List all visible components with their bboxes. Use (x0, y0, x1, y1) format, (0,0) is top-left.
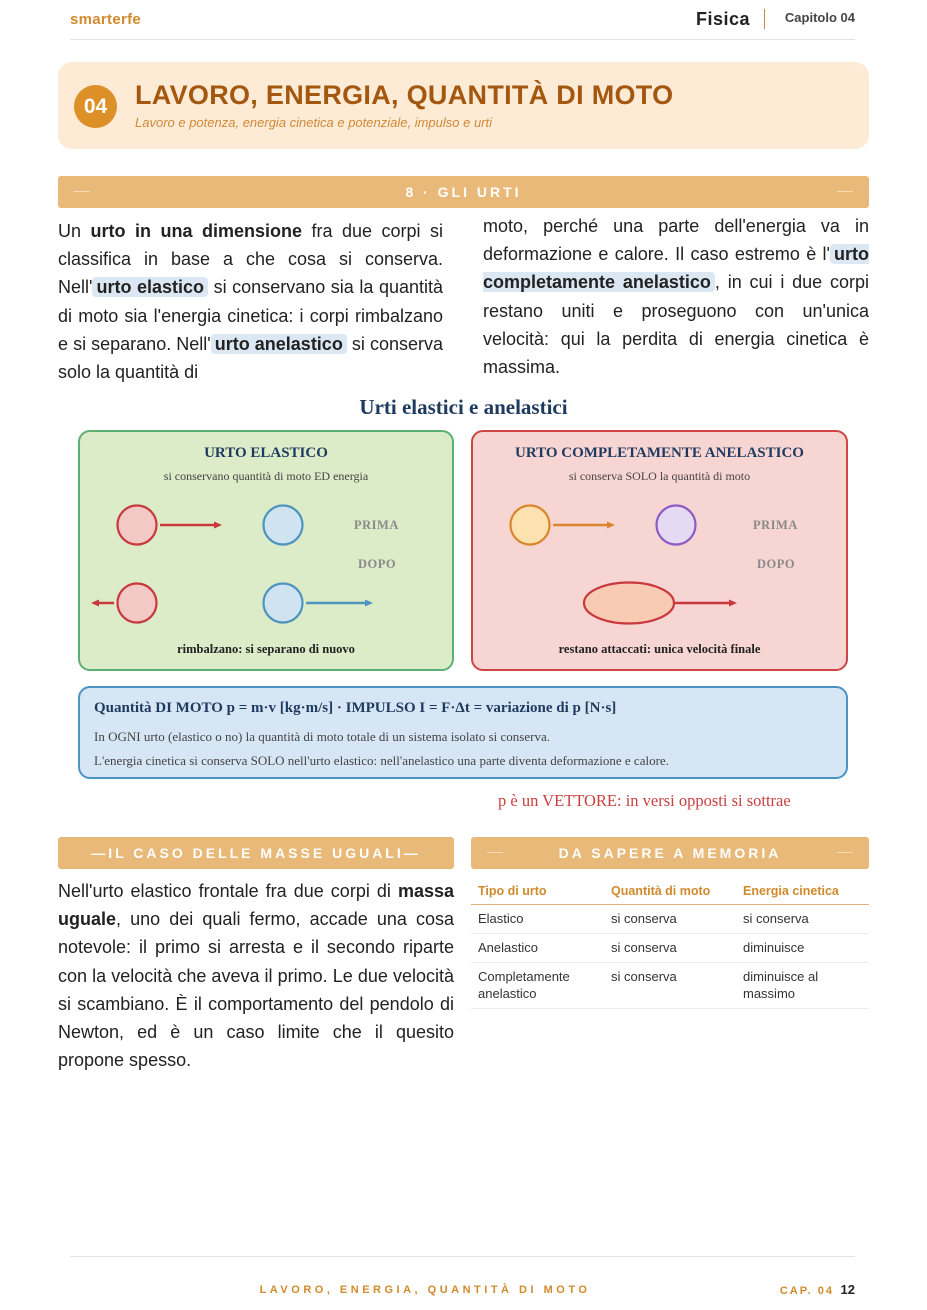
elastic-panel (78, 430, 454, 671)
text-span: , in cui i due corpi restano uniti e proseguono con un'unica velocità: qui la perdita di energia cinetica è massima. (483, 272, 869, 378)
bar-dash-right (837, 191, 853, 192)
arrow-head (729, 600, 737, 607)
dash-glyph: — (91, 845, 109, 861)
term-highlight: urto completamente anelastico (483, 244, 869, 293)
footer-divider (70, 1256, 855, 1257)
section-bar-equal-masses (58, 837, 454, 869)
term-highlight: urto elastico (92, 277, 208, 297)
arrow-head (91, 600, 99, 607)
info-line-2: L'energia cinetica si conserva SOLO nell'urto elastico: nell'anelastico una parte diventa deformazione e calore. (94, 753, 669, 768)
table-cell: si conserva (604, 905, 736, 934)
text-span: fra due corpi si classifica in base a che cosa si conserva. Nell' (58, 221, 443, 298)
before-label: PRIMA (753, 518, 798, 532)
table-cell: Anelastico (471, 934, 604, 963)
ball-b-before (657, 506, 696, 545)
term-highlight: urto anelastico (211, 334, 347, 354)
equal-masses-paragraph (58, 877, 454, 1074)
inelastic-caption: restano attaccati: unica velocità finale (558, 642, 761, 656)
column-header: Energia cinetica (736, 880, 869, 905)
memory-table (471, 880, 869, 1009)
arrow-head (214, 522, 222, 529)
page-header (70, 0, 855, 40)
after-label: DOPO (757, 557, 796, 571)
inelastic-panel-title: URTO COMPLETAMENTE ANELASTICO (515, 445, 804, 461)
table-cell: diminuisce al massimo (736, 963, 869, 1009)
bar-dash-left (487, 852, 503, 853)
table-cell: si conserva (604, 963, 736, 1009)
chapter-title: LAVORO, ENERGIA, QUANTITÀ DI MOTO (135, 80, 674, 110)
elastic-panel-subtitle: si conservano quantità di moto ED energia (163, 469, 369, 483)
text-span: si conserva solo la quantità di (58, 333, 443, 383)
elastic-panel-title: URTO ELASTICO (204, 445, 328, 461)
elastic-diagram (80, 432, 456, 673)
footer-chapter-label: CAP. 04 (779, 1285, 834, 1297)
term-bold: urto in una dimensione (90, 221, 302, 241)
table-cell: Completamente anelastico (471, 963, 604, 1009)
arrow-head (365, 600, 373, 607)
section-bar-urti (58, 176, 869, 208)
inelastic-diagram (473, 432, 850, 673)
ball-a-before (118, 506, 157, 545)
brand-name: smarterfe (70, 11, 142, 28)
column-header: Tipo di urto (471, 880, 604, 905)
before-label: PRIMA (354, 518, 399, 532)
ball-a-after (118, 584, 157, 623)
text-span: moto, perché una parte dell'energia va in deformazione e calore. Il caso estremo è l' (483, 216, 869, 265)
column-header: Quantità di moto (604, 880, 736, 905)
table-cell: Elastico (471, 905, 604, 934)
figure-title: Urti elastici e anelastici (359, 395, 568, 419)
chapter-label: Capitolo 04 (784, 10, 855, 25)
ball-a-before (511, 506, 550, 545)
text-span: si conservano sia la quantità di moto sia l'energia cinetica: i corpi rimbalzano e si separano. Nell' (58, 277, 443, 354)
footer-chapter-title: LAVORO, ENERGIA, QUANTITÀ DI MOTO (259, 1284, 591, 1296)
text-span: Un (58, 221, 91, 241)
vector-note: p è un VETTORE: in versi opposti si sottrae (498, 791, 791, 810)
dash-glyph: — (403, 845, 421, 861)
table-row (471, 934, 869, 963)
bar-dash-left (74, 191, 90, 192)
arrow-head (607, 522, 615, 529)
subject-name: Fisica (695, 9, 750, 29)
table-cell: si conserva (736, 905, 869, 934)
chapter-subtitle: Lavoro e potenza, energia cinetica e potenziale, impulso e urti (135, 115, 492, 130)
intro-paragraph-right (483, 212, 869, 381)
merged-body-after (584, 583, 674, 624)
page-number: 12 (840, 1282, 855, 1297)
header-separator (764, 9, 765, 29)
info-line-1: In OGNI urto (elastico o no) la quantità di moto totale di un sistema isolato si conserva. (94, 729, 550, 744)
equal-masses-title: IL CASO DELLE MASSE UGUALI (108, 845, 404, 861)
term-bold: massa uguale (58, 881, 454, 930)
text-span: Nell'urto elastico frontale fra due corpi di (58, 881, 398, 901)
intro-paragraph-left (58, 217, 443, 386)
section-title: 8 · GLI URTI (405, 184, 522, 200)
chapter-number-badge: 04 (74, 85, 117, 128)
table-cell: diminuisce (736, 934, 869, 963)
bar-dash-right (837, 852, 853, 853)
text-span: , uno dei quali fermo, accade una cosa notevole: il primo si arresta e il secondo riparte con la velocità che aveva il primo. Le due velocità si scambiano. È il comportamento del pendolo di Newton, ed è un caso limite che il quesito propone spesso. (58, 909, 454, 1071)
momentum-info-box (78, 686, 848, 779)
inelastic-panel-subtitle: si conserva SOLO la quantità di moto (568, 469, 751, 483)
chapter-title-band (58, 62, 869, 149)
elastic-caption: rimbalzano: si separano di nuovo (177, 642, 355, 656)
ball-b-after (264, 584, 303, 623)
ball-b-before (264, 506, 303, 545)
after-label: DOPO (358, 557, 397, 571)
section-bar-memory (471, 837, 869, 869)
info-title: Quantità DI MOTO p = m·v [kg·m/s] · IMPULSO I = F·Δt = variazione di p [N·s] (94, 700, 617, 716)
table-row (471, 905, 869, 934)
table-header-row (471, 880, 869, 905)
memory-title: DA SAPERE A MEMORIA (558, 845, 782, 861)
inelastic-panel (471, 430, 848, 671)
table-cell: si conserva (604, 934, 736, 963)
table-row (471, 963, 869, 1009)
